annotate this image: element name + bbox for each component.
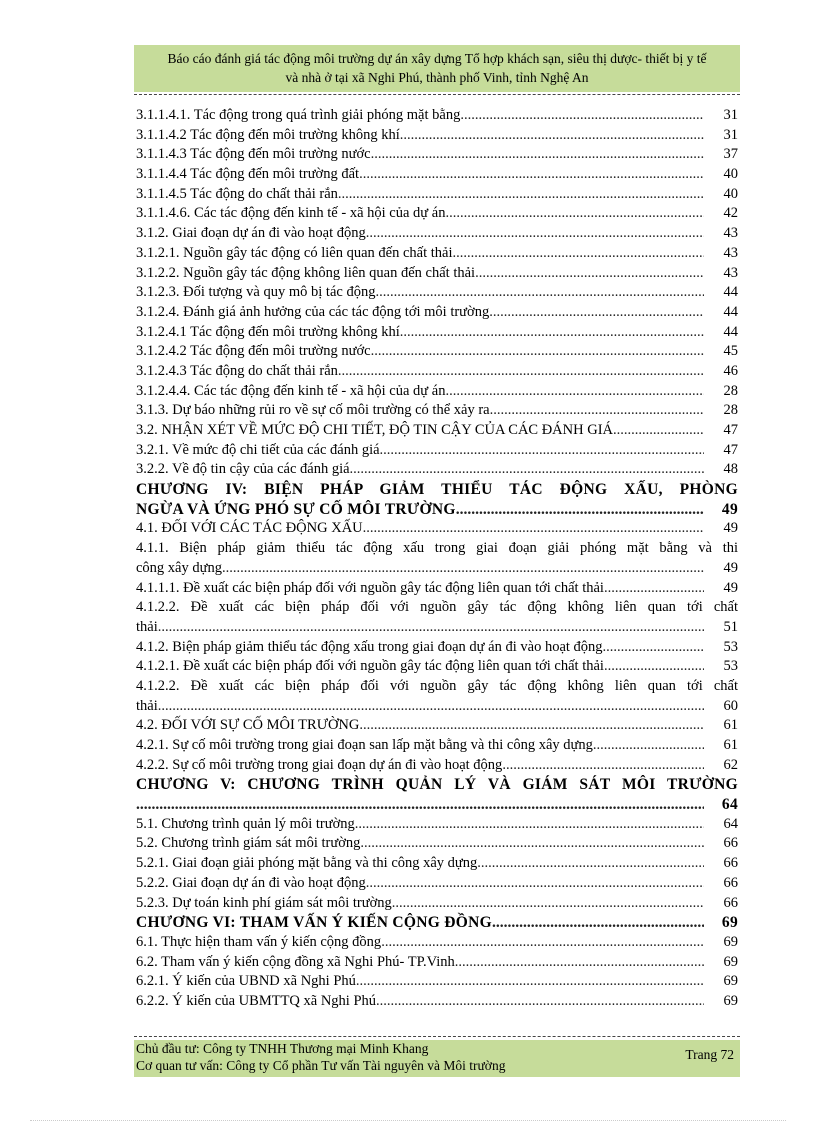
toc-page-number: 62	[723, 756, 738, 773]
toc-entry-title-continued: NGỪA VÀ ỨNG PHÓ SỰ CỐ MÔI TRƯỜNG	[136, 500, 456, 518]
toc-page-number: 51	[723, 618, 738, 635]
toc-entry[interactable]	[136, 204, 738, 224]
toc-leader-dots	[359, 165, 704, 185]
toc-entry-title: 3.1.2.4. Đánh giá ảnh hưởng của các tác động tới môi trường	[136, 303, 490, 320]
toc-entry-title: 3.2.2. Về độ tin cậy của các đánh giá	[136, 461, 350, 478]
toc-entry[interactable]	[136, 579, 738, 599]
toc-entry[interactable]	[136, 303, 738, 323]
page-edge-divider	[30, 1120, 786, 1121]
toc-leader-dots	[363, 519, 704, 539]
toc-leader-dots	[490, 401, 704, 421]
toc-leader-dots	[355, 815, 704, 835]
toc-leader-dots	[158, 697, 704, 717]
toc-entry[interactable]	[136, 323, 738, 343]
toc-entry-title-continued: công xây dựng	[136, 559, 222, 576]
toc-entry-title: 3.1.2.1. Nguồn gây tác động có liên quan đến chất thải	[136, 244, 453, 261]
toc-page-number: 66	[723, 894, 738, 911]
toc-leader-dots	[380, 441, 704, 461]
toc-page-number: 31	[723, 126, 738, 143]
header-divider	[134, 94, 740, 95]
toc-leader-dots	[360, 834, 704, 854]
toc-entry[interactable]	[136, 874, 738, 894]
toc-entry[interactable]	[136, 756, 738, 776]
toc-entry-title: 3.1.2.4.1 Tác động đến môi trường không khí	[136, 323, 400, 340]
toc-page-number: 69	[723, 953, 738, 970]
toc-page-number: 49	[723, 579, 738, 596]
toc-page-number: 53	[723, 638, 738, 655]
toc-leader-dots	[453, 244, 704, 264]
toc-entry-title: 4.1. ĐỐI VỚI CÁC TÁC ĐỘNG XẤU	[136, 520, 363, 537]
toc-entry-title: 3.1.1.4.2 Tác động đến môi trường không khí	[136, 126, 400, 143]
toc-leader-dots	[613, 421, 704, 441]
page-footer	[134, 1040, 740, 1077]
toc-entry-title: 4.1.2.2. Đề xuất các biện pháp đối với nguồn gây tác động không liên quan tới chất	[136, 677, 738, 694]
toc-page-number: 43	[723, 244, 738, 261]
toc-page-number: 45	[723, 343, 738, 360]
toc-entry[interactable]	[136, 382, 738, 402]
toc-entry-title: 3.1.1.4.6. Các tác động đến kinh tế - xã hội của dự án	[136, 205, 446, 222]
toc-entry[interactable]	[136, 362, 738, 382]
toc-page-number: 43	[723, 225, 738, 242]
toc-entry-title: 3.1.2. Giai đoạn dự án đi vào hoạt động	[136, 225, 366, 242]
toc-page-number: 49	[723, 559, 738, 576]
toc-entry-title: 3.1.1.4.3 Tác động đến môi trường nước	[136, 146, 371, 163]
toc-leader-dots	[392, 894, 704, 914]
toc-page-number: 44	[723, 323, 738, 340]
page-header	[134, 45, 740, 92]
toc-entry-title: 3.1.2.4.3 Tác động do chất thải rắn	[136, 362, 338, 379]
toc-page-number: 40	[723, 166, 738, 183]
toc-page-number: 61	[723, 737, 738, 753]
toc-page-number: 37	[723, 146, 738, 163]
toc-entry-title: 3.1.2.4.2 Tác động đến môi trường nước	[136, 343, 371, 360]
toc-entry[interactable]	[136, 264, 738, 284]
toc-entry-title: 4.1.2.2. Đề xuất các biện pháp đối với nguồn gây tác động không liên quan tới chất	[136, 599, 738, 616]
toc-leader-dots	[376, 992, 704, 1012]
toc-entry-title: 6.2.2. Ý kiến của UBMTTQ xã Nghi Phú	[136, 992, 377, 1009]
toc-leader-dots	[460, 106, 704, 126]
footer-page-number: Trang 72	[685, 1047, 734, 1062]
toc-entry[interactable]	[136, 185, 738, 205]
toc-entry-title: 3.2.1. Về mức độ chi tiết của các đánh giá	[136, 441, 380, 458]
toc-leader-dots	[338, 362, 704, 382]
toc-entry[interactable]	[136, 815, 738, 835]
toc-page-number: 69	[721, 914, 738, 932]
toc-entry-title: 3.1.2.2. Nguồn gây tác động không liên quan đến chất thải	[136, 264, 476, 281]
toc-entry-title: 5.2.3. Dự toán kinh phí giám sát môi trường	[136, 894, 392, 911]
table-of-contents	[136, 106, 738, 1012]
toc-entry-title: 4.1.2. Biện pháp giảm thiểu tác động xấu trong giai đoạn dự án đi vào hoạt động	[136, 638, 603, 655]
toc-entry-title: 3.1.2.3. Đối tượng và quy mô bị tác động	[136, 284, 376, 301]
toc-leader-dots	[350, 460, 704, 480]
toc-page-number: 66	[723, 835, 738, 852]
toc-page-number: 69	[723, 992, 738, 1009]
toc-leader-dots	[381, 933, 704, 953]
toc-entry-title: 6.2. Tham vấn ý kiến cộng đồng xã Nghi Phú- TP.Vinh	[136, 953, 455, 970]
toc-entry[interactable]	[136, 165, 738, 185]
toc-leader-dots	[492, 913, 704, 933]
toc-page-number: 49	[723, 520, 738, 537]
toc-entry[interactable]	[136, 224, 738, 244]
toc-leader-dots	[455, 953, 704, 973]
toc-leader-dots	[158, 618, 704, 638]
toc-leader-dots	[400, 323, 704, 343]
toc-page-number: 69	[723, 933, 738, 950]
toc-entry[interactable]	[136, 933, 738, 953]
toc-leader-dots	[222, 559, 704, 579]
toc-entry-title: 6.1. Thực hiện tham vấn ý kiến cộng đồng	[136, 933, 382, 950]
toc-entry-title: 5.2.1. Giai đoạn giải phóng mặt bằng và thi công xây dựng	[136, 855, 478, 872]
toc-entry-title: 3.1.3. Dự báo những rủi ro về sự cố môi trường có thể xảy ra	[136, 402, 490, 419]
toc-entry-title: 5.1. Chương trình quản lý môi trường	[136, 815, 355, 832]
header-title-line-1: Báo cáo đánh giá tác động môi trường dự án xây dựng Tổ hợp khách sạn, siêu thị dược- thiết bị y tế	[167, 51, 707, 66]
toc-page-number: 64	[723, 815, 738, 832]
toc-entry[interactable]	[136, 638, 738, 658]
toc-entry[interactable]	[136, 460, 738, 480]
footer-divider	[134, 1036, 740, 1037]
toc-leader-dots	[375, 283, 704, 303]
toc-entry-title: 3.1.2.4.4. Các tác động đến kinh tế - xã hội của dự án	[136, 382, 446, 399]
toc-entry[interactable]	[136, 401, 738, 421]
toc-entry-title: CHƯƠNG VI: THAM VẤN Ý KIẾN CỘNG ĐỒNG	[136, 914, 492, 932]
toc-leader-dots	[366, 874, 704, 894]
toc-entry-title-continued: thải	[136, 618, 158, 635]
toc-entry-title: 3.2. NHẬN XÉT VỀ MỨC ĐỘ CHI TIẾT, ĐỘ TIN CẬY CỦA CÁC ĐÁNH GIÁ	[136, 422, 613, 438]
toc-leader-dots	[366, 224, 704, 244]
toc-entry-title: 3.1.1.4.5 Tác động do chất thải rắn	[136, 185, 338, 202]
toc-entry[interactable]	[136, 953, 738, 973]
toc-entry-title: 5.2. Chương trình giám sát môi trường	[136, 835, 361, 852]
toc-page-number: 40	[723, 185, 738, 202]
toc-entry[interactable]	[136, 677, 738, 716]
toc-entry-title: 3.1.1.4.4 Tác động đến môi trường đất	[136, 166, 360, 183]
toc-leader-dots	[604, 657, 704, 677]
toc-entry[interactable]	[136, 894, 738, 914]
toc-page-number: 66	[723, 874, 738, 891]
toc-leader-dots	[489, 303, 704, 323]
toc-page-number: 61	[723, 717, 738, 734]
toc-entry[interactable]	[136, 519, 738, 539]
toc-entry[interactable]	[136, 126, 738, 146]
toc-entry[interactable]	[136, 834, 738, 854]
toc-page-number: 47	[723, 441, 738, 458]
toc-leader-dots	[359, 716, 704, 736]
toc-entry[interactable]	[136, 736, 738, 756]
toc-page-number: 64	[721, 796, 738, 814]
toc-page-number: 31	[723, 107, 738, 123]
toc-entry-title: 4.2. ĐỐI VỚI SỰ CỐ MÔI TRƯỜNG	[136, 717, 360, 734]
toc-entry-title: CHƯƠNG V: CHƯƠNG TRÌNH QUẢN LÝ VÀ GIÁM SÁT MÔI TRƯỜNG	[136, 776, 738, 794]
toc-leader-dots	[475, 264, 704, 284]
toc-entry-title: 6.2.1. Ý kiến của UBND xã Nghi Phú	[136, 973, 356, 990]
footer-consultant: Cơ quan tư vấn: Công ty Cổ phần Tư vấn Tài nguyên và Môi trường	[136, 1058, 506, 1073]
toc-page-number: 47	[723, 422, 738, 438]
toc-page-number: 60	[723, 697, 738, 714]
toc-entry[interactable]	[136, 145, 738, 165]
toc-leader-dots	[604, 579, 704, 599]
toc-chapter-entry[interactable]	[136, 913, 738, 933]
toc-leader-dots	[477, 854, 704, 874]
toc-entry-title: CHƯƠNG IV: BIỆN PHÁP GIẢM THIỂU TÁC ĐỘNG XẤU, PHÒNG	[136, 481, 738, 499]
toc-leader-dots	[400, 126, 704, 146]
toc-page-number: 49	[721, 500, 738, 518]
toc-entry-title: 5.2.2. Giai đoạn dự án đi vào hoạt động	[136, 874, 366, 891]
toc-leader-dots	[502, 756, 704, 776]
toc-entry[interactable]	[136, 283, 738, 303]
toc-page-number: 42	[723, 205, 738, 222]
toc-page-number: 48	[723, 461, 738, 478]
toc-leader-dots	[136, 795, 704, 815]
toc-entry-title: 4.2.1. Sự cố môi trường trong giai đoạn san lấp mặt bằng và thi công xây dựng	[136, 737, 593, 753]
toc-leader-dots	[593, 736, 704, 756]
toc-entry[interactable]	[136, 972, 738, 992]
toc-entry[interactable]	[136, 657, 738, 677]
toc-entry[interactable]	[136, 106, 738, 126]
toc-entry-title: 4.1.1. Biện pháp giảm thiểu tác động xấu trong giai đoạn giải phóng mặt bằng và thi	[136, 540, 738, 557]
toc-page-number: 44	[723, 284, 738, 301]
toc-entry[interactable]	[136, 244, 738, 264]
header-title-line-2: và nhà ở tại xã Nghi Phú, thành phố Vinh, tỉnh Nghệ An	[285, 70, 589, 85]
toc-leader-dots	[371, 342, 704, 362]
toc-entry-title: 3.1.1.4.1. Tác động trong quá trình giải phóng mặt bằng	[136, 107, 461, 123]
toc-entry[interactable]	[136, 854, 738, 874]
toc-page-number: 28	[723, 382, 738, 399]
toc-leader-dots	[445, 204, 704, 224]
toc-leader-dots	[338, 185, 704, 205]
toc-entry[interactable]	[136, 716, 738, 736]
toc-entry-title: 4.2.2. Sự cố môi trường trong giai đoạn dự án đi vào hoạt động	[136, 756, 503, 773]
toc-entry[interactable]	[136, 441, 738, 461]
toc-page-number: 53	[723, 658, 738, 675]
toc-leader-dots	[456, 500, 704, 520]
toc-entry[interactable]	[136, 992, 738, 1012]
toc-leader-dots	[445, 382, 704, 402]
toc-page-number: 46	[723, 362, 738, 379]
toc-leader-dots	[356, 972, 704, 992]
toc-page-number: 44	[723, 303, 738, 320]
toc-page-number: 43	[723, 264, 738, 281]
toc-entry[interactable]	[136, 539, 738, 578]
toc-entry-title-continued: thải	[136, 697, 158, 714]
toc-entry-title: 4.1.1.1. Đề xuất các biện pháp đối với nguồn gây tác động liên quan tới chất thải	[136, 579, 604, 596]
toc-page-number: 69	[723, 973, 738, 990]
toc-page-number: 66	[723, 855, 738, 872]
toc-entry[interactable]	[136, 421, 738, 441]
toc-entry[interactable]	[136, 598, 738, 637]
footer-owner: Chủ đầu tư: Công ty TNHH Thương mại Minh Khang	[136, 1041, 429, 1056]
toc-chapter-entry[interactable]	[136, 775, 738, 814]
toc-chapter-entry[interactable]	[136, 480, 738, 519]
toc-leader-dots	[371, 145, 704, 165]
toc-entry-title: 4.1.2.1. Đề xuất các biện pháp đối với nguồn gây tác động liên quan tới chất thải	[136, 658, 604, 675]
toc-leader-dots	[603, 638, 704, 658]
toc-page-number: 28	[723, 402, 738, 419]
toc-entry[interactable]	[136, 342, 738, 362]
